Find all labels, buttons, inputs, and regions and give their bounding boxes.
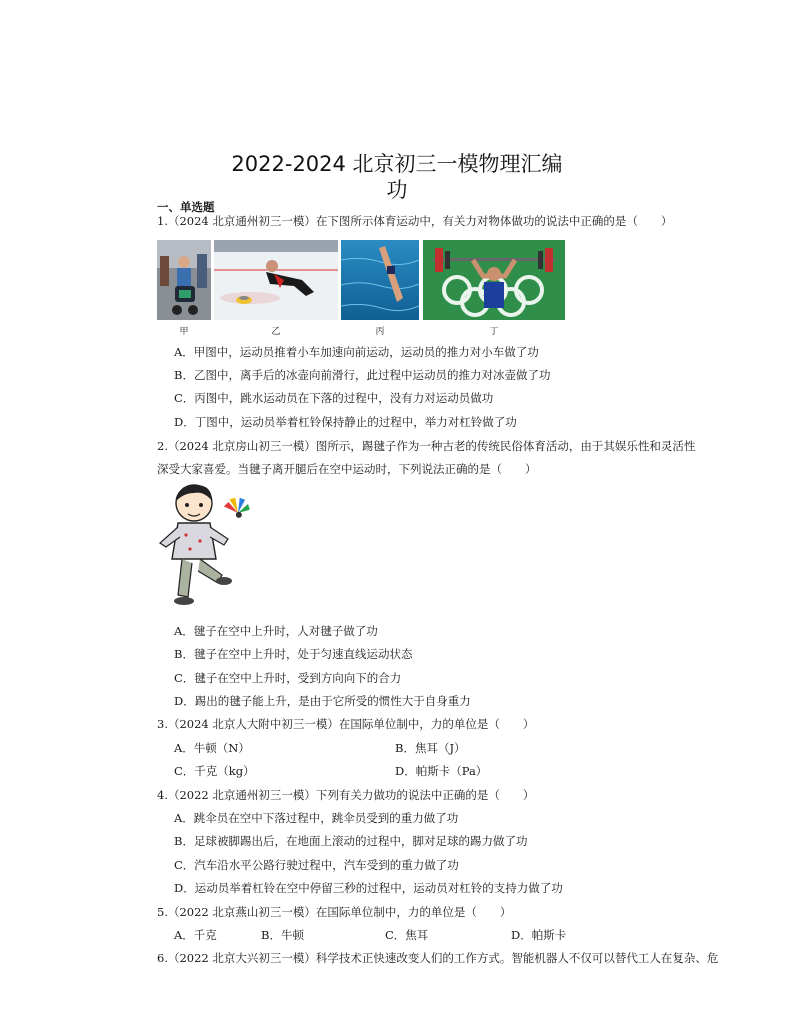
q5-option-c: C．焦耳 xyxy=(385,928,429,942)
q5-stem: 5.（2022 北京燕山初三一模）在国际单位制中，力的单位是（ ） xyxy=(157,905,512,919)
title-line-2: 功 xyxy=(386,178,408,202)
q3-option-b: B．焦耳（J） xyxy=(395,741,466,755)
q2-option-b: B．毽子在空中上升时，处于匀速直线运动状态 xyxy=(174,647,413,661)
q4-stem: 4.（2022 北京通州初三一模）下列有关力做功的说法中正确的是（ ） xyxy=(157,788,535,802)
q4-option-c: C．汽车沿水平公路行驶过程中，汽车受到的重力做了功 xyxy=(174,858,459,872)
q3-option-c: C．千克（kg） xyxy=(174,764,255,778)
q1-option-d: D．丁图中，运动员举着杠铃保持静止的过程中，举力对杠铃做了功 xyxy=(174,415,517,429)
q4-option-a: A．跳伞员在空中下落过程中，跳伞员受到的重力做了功 xyxy=(174,811,459,825)
q2-stem-line-1: 2.（2024 北京房山初三一模）图所示，踢毽子作为一种古老的传统民俗体育活动，由于其娱乐性和灵活性 xyxy=(157,439,696,453)
photo-weightlifting xyxy=(423,240,565,320)
photo-curling xyxy=(214,240,338,320)
q4-option-d: D．运动员举着杠铃在空中停留三秒的过程中，运动员对杠铃的支持力做了功 xyxy=(174,881,563,895)
q2-option-a: A．毽子在空中上升时，人对毽子做了功 xyxy=(174,624,378,638)
caption-yi: 乙 xyxy=(271,327,281,337)
q5-option-b: B．牛顿 xyxy=(261,928,304,942)
caption-ding: 丁 xyxy=(489,327,499,337)
caption-bing: 丙 xyxy=(375,327,385,337)
q1-stem: 1.（2024 北京通州初三一模）在下图所示体育运动中，有关力对物体做功的说法中正确的是（ ） xyxy=(157,214,673,228)
photo-stroller-runner xyxy=(157,240,211,320)
q1-option-b: B．乙图中，离手后的冰壶向前滑行，此过程中运动员的推力对冰壶做了功 xyxy=(174,368,551,382)
q2-stem-line-2: 深受大家喜爱。当毽子离开腿后在空中运动时，下列说法正确的是（ ） xyxy=(157,462,537,476)
q1-option-c: C．丙图中，跳水运动员在下落的过程中，没有力对运动员做功 xyxy=(174,391,494,405)
illustration-kicking-shuttlecock xyxy=(156,483,260,611)
title-line-1: 2022-2024 北京初三一模物理汇编 xyxy=(231,152,563,176)
q3-option-d: D．帕斯卡（Pa） xyxy=(395,764,488,778)
q2-option-d: D．踢出的毽子能上升，是由于它所受的惯性大于自身重力 xyxy=(174,694,471,708)
photo-diving xyxy=(341,240,419,320)
q5-option-d: D．帕斯卡 xyxy=(511,928,567,942)
q3-option-a: A．牛顿（N） xyxy=(174,741,250,755)
q6-stem: 6.（2022 北京大兴初三一模）科学技术正快速改变人们的工作方式。智能机器人不仅可以替代工人在复杂、危 xyxy=(157,951,719,965)
q4-option-b: B．足球被脚踢出后，在地面上滚动的过程中，脚对足球的踢力做了功 xyxy=(174,834,528,848)
section-heading: 一、单选题 xyxy=(157,200,215,214)
q1-option-a: A．甲图中，运动员推着小车加速向前运动，运动员的推力对小车做了功 xyxy=(174,345,539,359)
q3-stem: 3.（2024 北京人大附中初三一模）在国际单位制中，力的单位是（ ） xyxy=(157,717,535,731)
q2-option-c: C．毽子在空中上升时，受到方向向下的合力 xyxy=(174,671,402,685)
q5-option-a: A．千克 xyxy=(174,928,217,942)
caption-jia: 甲 xyxy=(179,327,189,337)
